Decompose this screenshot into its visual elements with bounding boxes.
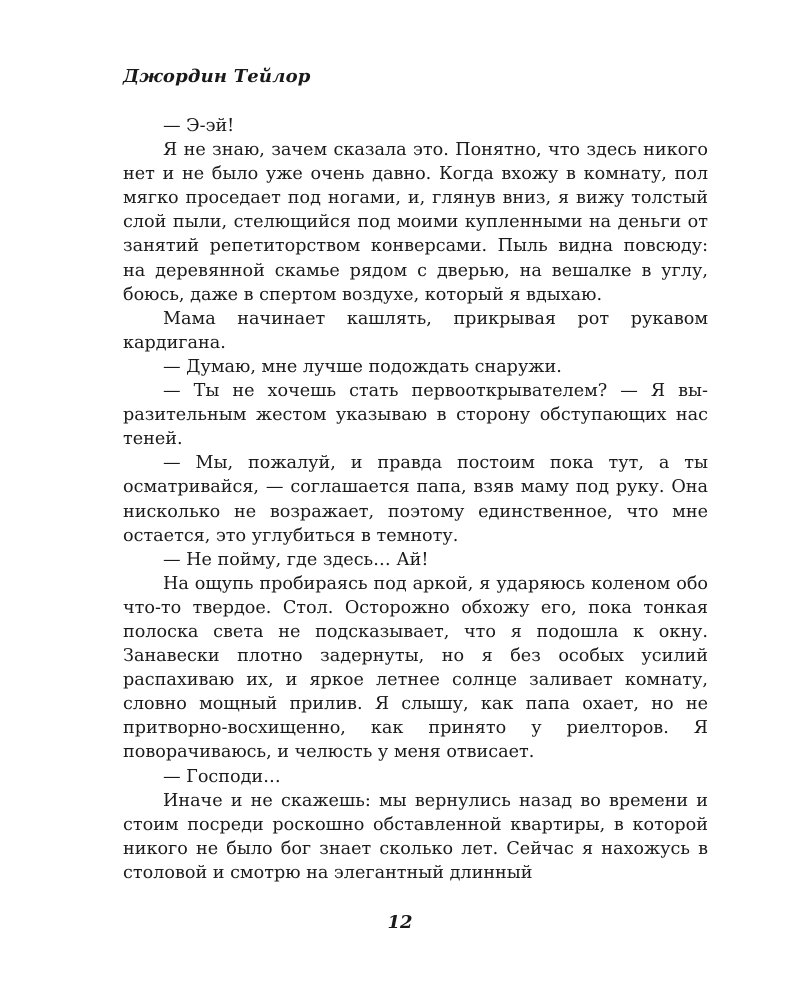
paragraph: — Думаю, мне лучше подождать снаружи.	[163, 356, 562, 377]
paragraph: — Э-эй!	[163, 116, 235, 136]
page-number: 12	[387, 912, 413, 933]
body-text	[123, 114, 708, 885]
paragraph: — Ты не хочешь стать первооткрывателем? — Я выразительным жестом указываю в сторону обступающих нас теней.	[123, 381, 708, 450]
paragraph: — Господи…	[163, 766, 281, 787]
paragraph: На ощупь пробираясь под аркой, я ударяюсь коленом обо что-то твердое. Стол. Осторожно обхожу его, пока тонкая полоска света не подсказывает, что я подошла к окну. Занавески плотно задернуты, но я без особых усилий распахиваю их, и яркое летнее солнце заливает комнату, словно мощный прилив. Я слышу, как папа охает, но не притворно-восхищенно, как принято у риелторов. Я поворачиваюсь, и челюсть у меня отвисает.	[123, 573, 708, 763]
paragraph: — Не пойму, где здесь… Ай!	[163, 549, 429, 570]
paragraph: — Мы, пожалуй, и правда постоим пока тут, а ты осматривайся, — соглашается папа, взяв маму под руку. Она нисколько не возражает, поэтому единственное, что мне остается, это углубиться в темноту.	[123, 453, 708, 546]
paragraph: Мама начинает кашлять, прикрывая рот рукавом кардигана.	[123, 308, 708, 353]
paragraph: Я не знаю, зачем сказала это. Понятно, что здесь никого нет и не было уже очень давно. Когда вхожу в комнату, пол мягко проседает под ногами, и, глянув вниз, я вижу толстый слой пыли, стелющийся под моими купленными на деньги от занятий репетиторством конверсами. Пыль видна повсюду: на деревянной скамье рядом с дверью, на вешалке в углу, боюсь, даже в спертом воздухе, который я вдыхаю.	[123, 140, 708, 305]
running-head-author: Джордин Тейлор	[123, 66, 311, 87]
paragraph: Иначе и не скажешь: мы вернулись назад во времени и стоим посреди роскошно обставленной квартиры, в которой никого не было бог знает сколько лет. Сейчас я нахожусь в столовой и смотрю на элегантный длинный	[123, 790, 708, 883]
